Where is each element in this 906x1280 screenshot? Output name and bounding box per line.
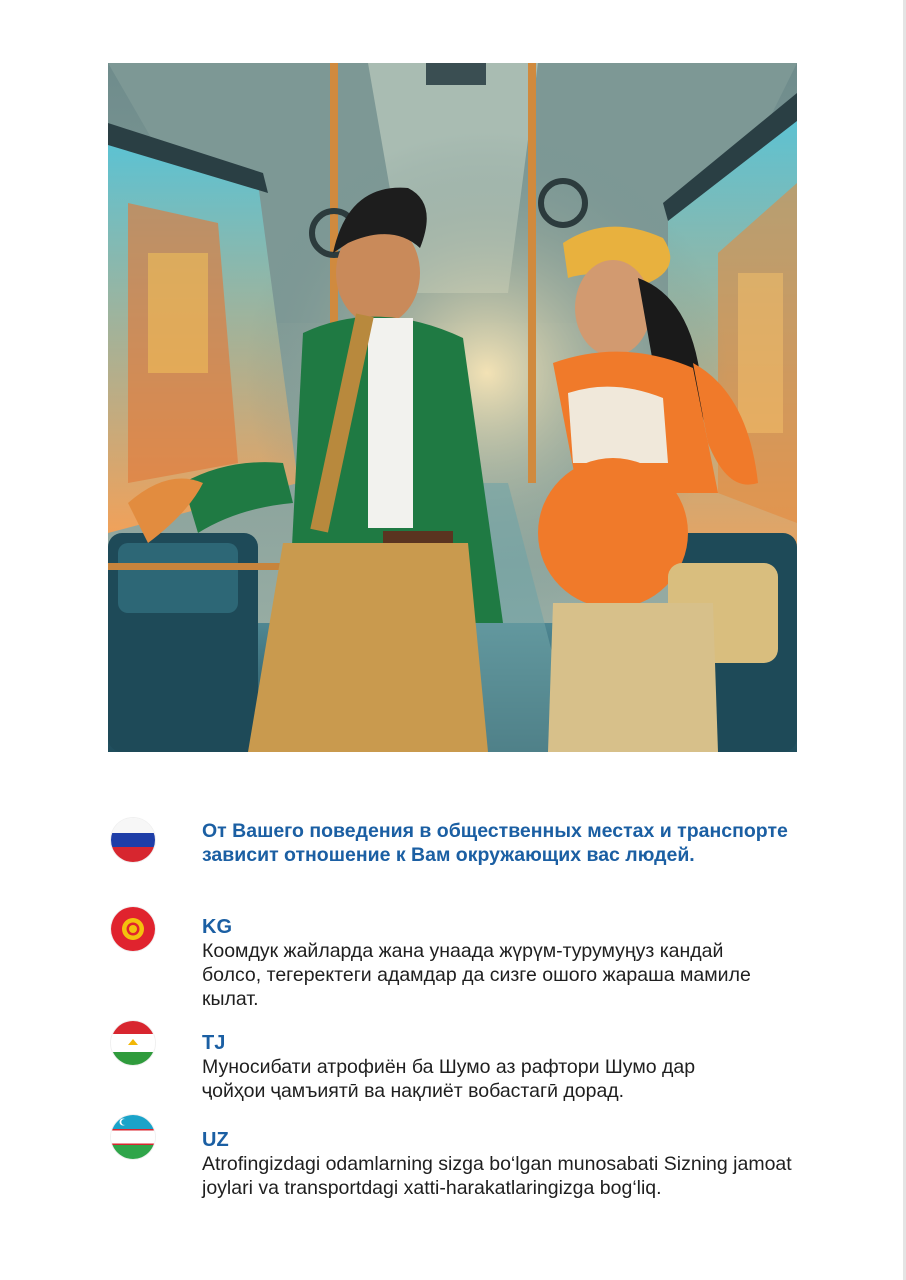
- message-block-ru: [202, 819, 822, 867]
- language-code-tj: TJ: [202, 1032, 226, 1054]
- message-block-kg: [202, 915, 822, 1011]
- message-block-tj: [202, 1031, 822, 1103]
- russia-flag-icon: [111, 818, 155, 862]
- uzbekistan-flag-icon: [111, 1115, 155, 1159]
- message-text-uz: Atrofingizdagi odamlarning sizga bo‘lgan munosabati Sizning jamoat joylari va transportdagi xatti-harakatlaringizga bog‘liq.: [202, 1153, 792, 1199]
- message-text-kg: Коомдук жайларда жана унаада жүрүм-турумуңуз кандай болсо, тегеректеги адамдар да сизге ошого жараша мамиле кылат.: [202, 940, 751, 1010]
- language-code-uz: UZ: [202, 1129, 229, 1151]
- kyrgyzstan-flag-icon: [111, 907, 155, 951]
- bus-illustration: [108, 63, 797, 752]
- language-code-kg: KG: [202, 916, 232, 938]
- message-text-tj: Муносибати атрофиён ба Шумо аз рафтори Шумо дар ҷойҳои ҷамъиятӣ ва нақлиёт вобастагӣ дорад.: [202, 1056, 696, 1102]
- message-text-ru: От Вашего поведения в общественных местах и транспорте зависит отношение к Вам окружающих вас людей.: [202, 820, 788, 866]
- tajikistan-flag-icon: [111, 1021, 155, 1065]
- message-block-uz: [202, 1128, 822, 1200]
